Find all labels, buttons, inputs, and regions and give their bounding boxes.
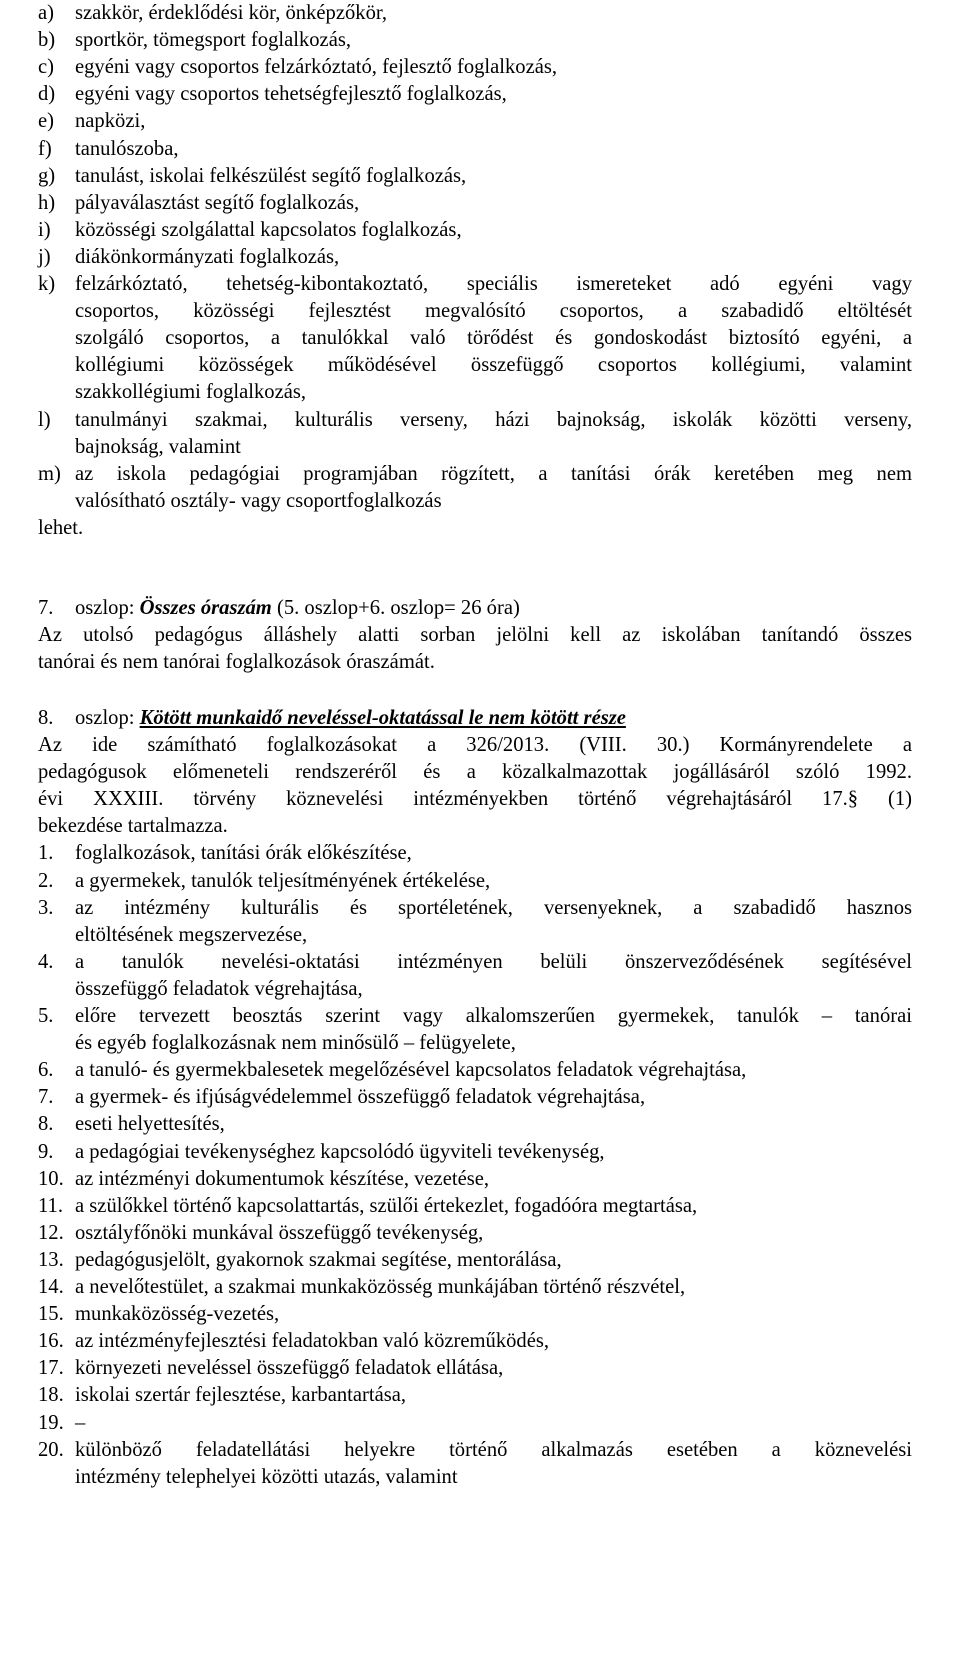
list-item-text: diákönkormányzati foglalkozás, xyxy=(75,245,340,268)
list-item-text: tanulmányi szakmai, kulturális verseny, házi bajnokság, iskolák közötti verseny, xyxy=(75,408,912,431)
numbered-item-label: 13. xyxy=(38,1248,64,1271)
list-item-text: napközi, xyxy=(75,110,146,133)
list-item-label: a) xyxy=(38,2,54,24)
numbered-item-label: 1. xyxy=(38,842,54,865)
numbered-item-label: 3. xyxy=(38,896,54,919)
numbered-item-text: iskolai szertár fejlesztése, karbantartása, xyxy=(75,1384,407,1407)
section-body-line: Az ide számítható foglalkozásokat a 326/2013. (VIII. 30.) Kormányrendelete a xyxy=(38,734,912,757)
numbered-item-text: eseti helyettesítés, xyxy=(75,1113,225,1136)
numbered-item-label: 8. xyxy=(38,1113,54,1136)
numbered-item-text: előre tervezett beosztás szerint vagy alkalomszerűen gyermekek, tanulók – tanórai xyxy=(75,1005,912,1028)
list-item-label: i) xyxy=(38,218,51,241)
numbered-item-text: különböző feladatellátási helyekre történő alkalmazás esetében a köznevelési xyxy=(75,1438,912,1461)
heading-suffix: (5. oszlop+6. oszlop= 26 óra) xyxy=(271,596,520,619)
numbered-item-text: a pedagógiai tevékenységhez kapcsolódó ügyviteli tevékenység, xyxy=(75,1140,605,1163)
numbered-item-text: a tanulók nevelési-oktatási intézményen belüli önszerveződésének segítésével xyxy=(75,950,912,973)
list-item-text: felzárkóztató, tehetség-kibontakoztató, speciális ismereteket adó egyéni vagy xyxy=(75,273,912,295)
numbered-item-label: 6. xyxy=(38,1059,54,1082)
section-body-line: Az utolsó pedagógus álláshely alatti sorban jelölni kell az iskolában tanítandó összes xyxy=(38,623,912,646)
numbered-item-text: eltöltésének megszervezése, xyxy=(75,923,308,946)
list-item-text: az iskola pedagógiai programjában rögzített, a tanítási órák keretében meg nem xyxy=(75,462,912,485)
section-body-line: tanórai és nem tanórai foglalkozások óraszámát. xyxy=(38,651,435,673)
numbered-item-text: a szülőkkel történő kapcsolattartás, szülői értekezlet, fogadóóra megtartása, xyxy=(75,1194,698,1217)
section-body-line: évi XXXIII. törvény köznevelési intézményekben történő végrehajtásáról 17.§ (1) xyxy=(38,788,912,811)
section-number: 7. xyxy=(38,596,54,619)
numbered-item-text: foglalkozások, tanítási órák előkészítése, xyxy=(75,842,412,865)
numbered-item-label: 10. xyxy=(38,1167,64,1190)
numbered-item-label: 16. xyxy=(38,1330,64,1353)
numbered-item-label: 7. xyxy=(38,1086,54,1109)
heading-title: Összes óraszám xyxy=(139,596,272,619)
numbered-item-label: 18. xyxy=(38,1384,64,1407)
list-item-text: szakkollégiumi foglalkozás, xyxy=(75,381,307,404)
section-body-line: bekezdése tartalmazza. xyxy=(38,815,228,838)
list-item-label: m) xyxy=(38,462,61,485)
list-item-label: e) xyxy=(38,110,54,133)
list-item-text: tanulást, iskolai felkészülést segítő foglalkozás, xyxy=(75,164,467,187)
heading-prefix: oszlop: xyxy=(75,596,140,619)
numbered-item-text: és egyéb foglalkozásnak nem minősülő – felügyelete, xyxy=(75,1032,516,1055)
list-item-label: j) xyxy=(38,245,51,268)
heading-prefix: oszlop: xyxy=(75,706,140,729)
section-heading xyxy=(75,707,626,730)
section-number: 8. xyxy=(38,706,54,729)
numbered-item-label: 14. xyxy=(38,1276,64,1299)
numbered-item-label: 11. xyxy=(38,1194,63,1217)
numbered-item-text: az intézmény kulturális és sportéletének, versenyeknek, a szabadidő hasznos xyxy=(75,896,912,919)
numbered-item-label: 19. xyxy=(38,1411,64,1434)
numbered-item-label: 9. xyxy=(38,1140,54,1163)
list-item-label: f) xyxy=(38,137,52,160)
numbered-item-label: 4. xyxy=(38,950,54,973)
numbered-item-label: 12. xyxy=(38,1221,64,1244)
list-item-label: l) xyxy=(38,408,51,431)
numbered-item-text: pedagógusjelölt, gyakornok szakmai segítése, mentorálása, xyxy=(75,1248,562,1271)
closing-word: lehet. xyxy=(38,516,84,539)
list-item-text: közösségi szolgálattal kapcsolatos foglalkozás, xyxy=(75,218,462,241)
numbered-item-text: az intézményi dokumentumok készítése, vezetése, xyxy=(75,1167,490,1190)
numbered-item-text: a gyermek- és ifjúságvédelemmel összefüggő feladatok végrehajtása, xyxy=(75,1086,646,1109)
list-item-label: h) xyxy=(38,191,56,214)
section-heading xyxy=(75,597,520,620)
list-item-label: g) xyxy=(38,164,56,187)
numbered-item-text: – xyxy=(75,1411,86,1434)
numbered-item-text: intézmény telephelyei közötti utazás, valamint xyxy=(75,1465,458,1488)
numbered-item-text: munkaközösség-vezetés, xyxy=(75,1303,280,1326)
numbered-item-text: a gyermekek, tanulók teljesítményének értékelése, xyxy=(75,869,491,892)
list-item-text: csoportos, közösségi fejlesztést megvalósító csoportos, a szabadidő eltöltését xyxy=(75,300,912,323)
list-item-text: tanulószoba, xyxy=(75,137,179,160)
numbered-item-label: 17. xyxy=(38,1357,64,1380)
numbered-item-text: összefüggő feladatok végrehajtása, xyxy=(75,977,363,1000)
list-item-label: k) xyxy=(38,273,56,295)
numbered-item-label: 20. xyxy=(38,1438,64,1461)
numbered-item-text: a tanuló- és gyermekbalesetek megelőzésével kapcsolatos feladatok végrehajtása, xyxy=(75,1059,747,1082)
list-item-text: sportkör, tömegsport foglalkozás, xyxy=(75,29,351,52)
list-item-label: b) xyxy=(38,29,56,52)
numbered-item-label: 15. xyxy=(38,1303,64,1326)
section-body-line: pedagógusok előmeneteli rendszeréről és a közalkalmazottak jogállásáról szóló 1992. xyxy=(38,761,912,784)
list-item-text: szolgáló csoportos, a tanulókkal való törődést és gondoskodást biztosító egyéni, a xyxy=(75,327,912,350)
list-item-text: pályaválasztást segítő foglalkozás, xyxy=(75,191,360,214)
numbered-item-text: környezeti neveléssel összefüggő feladatok ellátása, xyxy=(75,1357,504,1380)
numbered-item-label: 2. xyxy=(38,869,54,892)
list-item-text: valósítható osztály- vagy csoportfoglalkozás xyxy=(75,489,442,512)
numbered-item-text: a nevelőtestület, a szakmai munkaközösség munkájában történő részvétel, xyxy=(75,1276,686,1299)
list-item-text: egyéni vagy csoportos tehetségfejlesztő foglalkozás, xyxy=(75,83,507,106)
heading-title: Kötött munkaidő neveléssel-oktatással le nem kötött része xyxy=(139,706,626,729)
list-item-text: egyéni vagy csoportos felzárkóztató, fejlesztő foglalkozás, xyxy=(75,56,558,79)
list-item-label: c) xyxy=(38,56,54,79)
numbered-item-label: 5. xyxy=(38,1005,54,1028)
numbered-item-text: osztályfőnöki munkával összefüggő tevékenység, xyxy=(75,1221,484,1244)
list-item-text: kollégiumi közösségek működésével összefüggő csoportos kollégiumi, valamint xyxy=(75,354,912,377)
list-item-label: d) xyxy=(38,83,56,106)
list-item-text: bajnokság, valamint xyxy=(75,435,241,458)
numbered-item-text: az intézményfejlesztési feladatokban való közreműködés, xyxy=(75,1330,550,1353)
list-item-text: szakkör, érdeklődési kör, önképzőkör, xyxy=(75,2,388,24)
